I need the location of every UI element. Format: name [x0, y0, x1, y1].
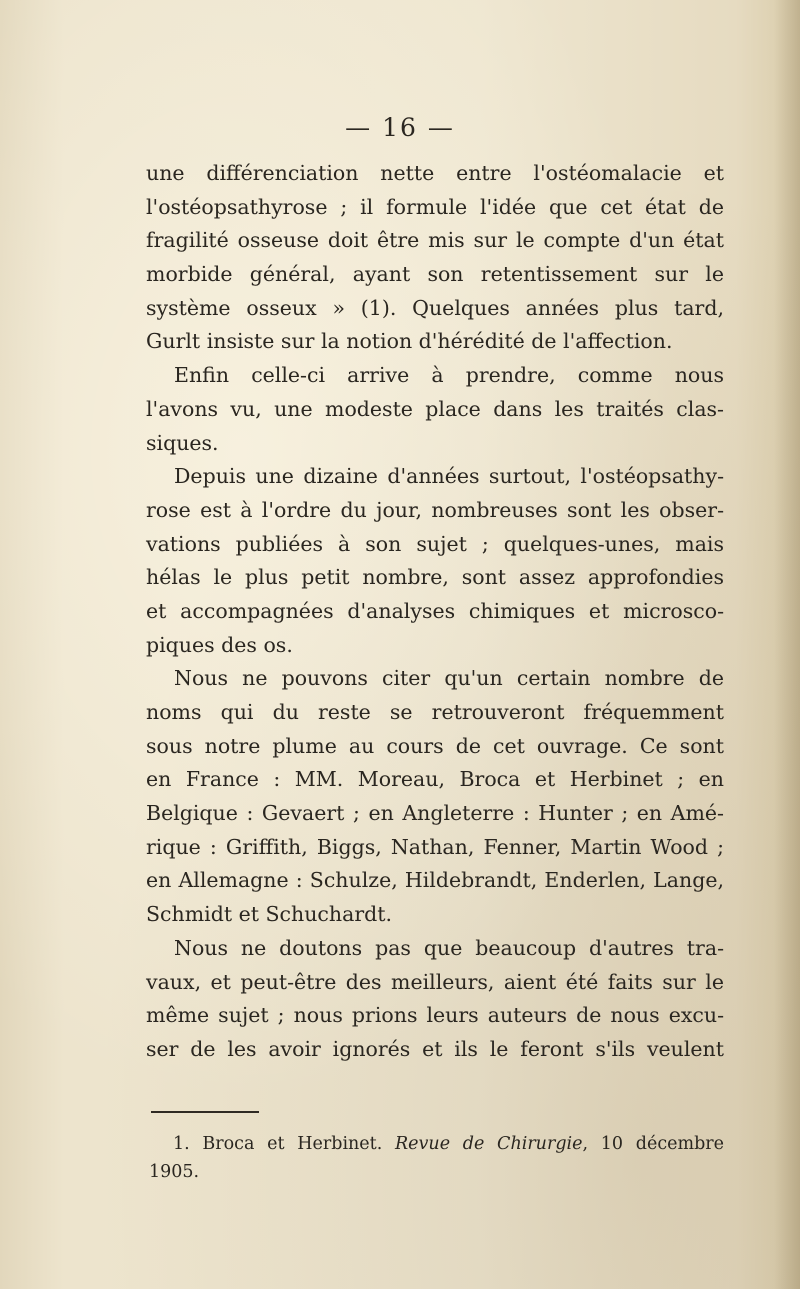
footnote: [149, 1130, 724, 1186]
text-line: vaux, et peut-être des meilleurs, aient été faits sur le: [146, 969, 724, 994]
text-line: même sujet ; nous prions leurs auteurs de nous excu-: [146, 1003, 724, 1028]
journal-title: Revue de Chirurgie: [395, 1134, 583, 1154]
text-line: système osseux » (1). Quelques années plus tard,: [146, 295, 724, 320]
text-line: l'ostéopsathyrose ; il formule l'idée que cet état de: [146, 194, 724, 219]
text-line: noms qui du reste se retrouveront fréquemment: [146, 700, 724, 724]
text-line: une différenciation nette entre l'ostéomalacie et: [146, 161, 724, 185]
paragraph-start-line: Enfin celle-ci arrive à prendre, comme nous: [174, 363, 724, 388]
text-line: rique : Griffith, Biggs, Nathan, Fenner, Martin Wood ;: [146, 834, 724, 859]
paragraph-start-line: Nous ne pouvons citer qu'un certain nombre de: [174, 666, 724, 691]
footnote-line: [149, 1130, 724, 1158]
text-line: rose est à l'ordre du jour, nombreuses sont les obser-: [146, 497, 724, 522]
footnote-line: 1905.: [149, 1162, 200, 1182]
text-line: sous notre plume au cours de cet ouvrage. Ce sont: [146, 733, 724, 758]
page-edge-shadow: [774, 0, 800, 1289]
text-line: siques.: [146, 430, 219, 455]
footnote-date: , 10 décembre: [582, 1134, 724, 1154]
text-line: en Allemagne : Schulze, Hildebrandt, Enderlen, Lange,: [146, 868, 724, 893]
text-line: fragilité osseuse doit être mis sur le compte d'un état: [146, 228, 724, 253]
paragraph-start-line: Nous ne doutons pas que beaucoup d'autres tra-: [174, 935, 724, 960]
footnote-divider: [151, 1111, 259, 1113]
text-line: Schmidt et Schuchardt.: [146, 902, 392, 927]
text-line: et accompagnées d'analyses chimiques et microsco-: [146, 598, 724, 623]
text-line: piques des os.: [146, 632, 293, 657]
text-line: vations publiées à son sujet ; quelques-unes, mais: [146, 531, 724, 556]
text-line: Gurlt insiste sur la notion d'hérédité de l'affection.: [146, 329, 673, 354]
text-line: l'avons vu, une modeste place dans les traités clas-: [146, 396, 724, 421]
paragraph-start-line: Depuis une dizaine d'années surtout, l'ostéopsathy-: [174, 464, 724, 489]
text-line: en France : MM. Moreau, Broca et Herbinet ; en: [146, 767, 724, 792]
text-line: ser de les avoir ignorés et ils le feront s'ils veulent: [146, 1036, 724, 1061]
page-number: — 16 —: [345, 113, 455, 142]
text-line: morbide général, ayant son retentissement sur le: [146, 262, 724, 287]
text-line: Belgique : Gevaert ; en Angleterre : Hunter ; en Amé-: [146, 801, 724, 826]
body-text: [146, 157, 724, 1067]
text-line: hélas le plus petit nombre, sont assez approfondies: [146, 565, 724, 590]
footnote-reference: 1. Broca et Herbinet.: [173, 1134, 395, 1154]
